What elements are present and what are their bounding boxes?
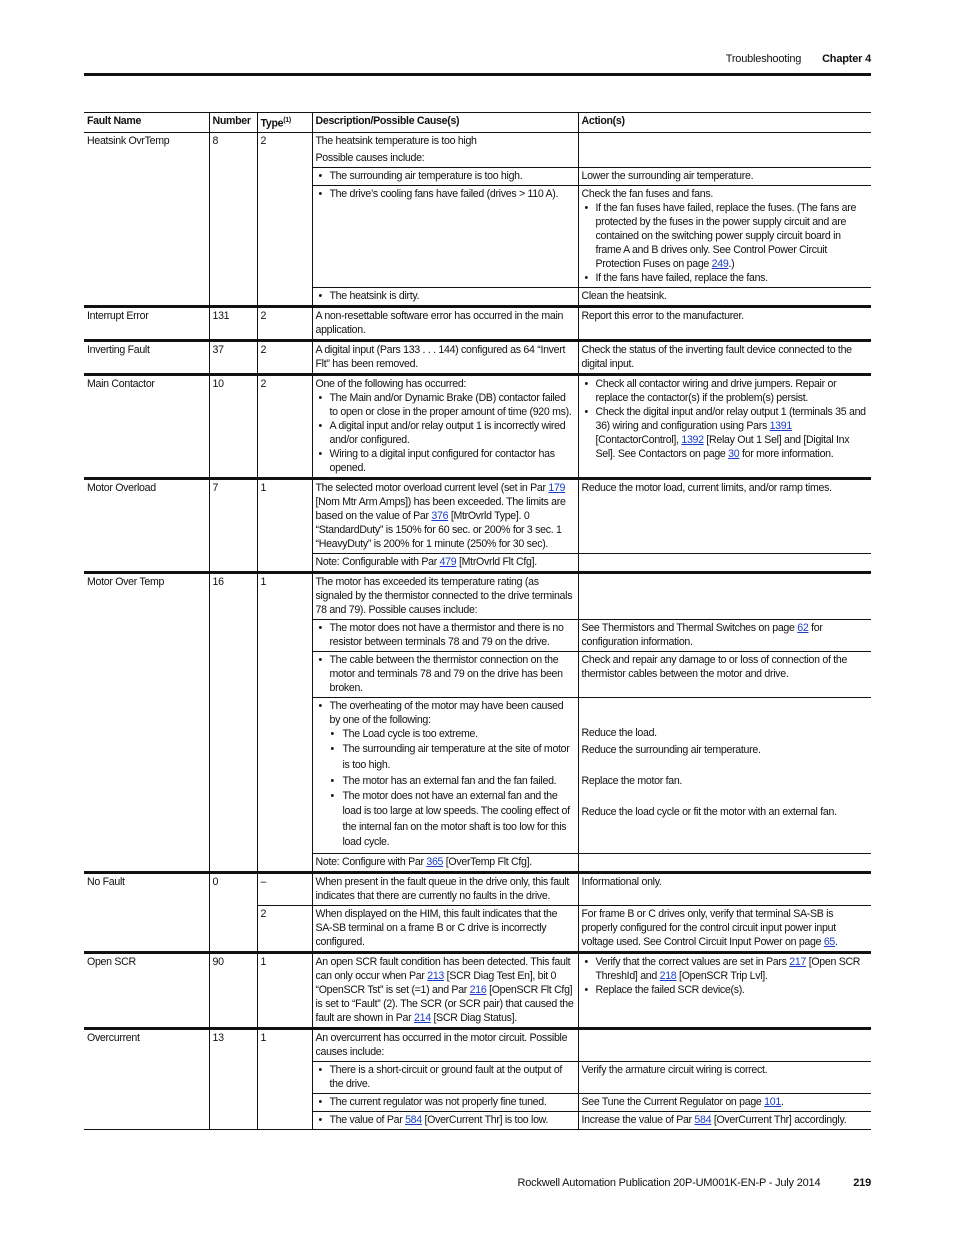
col-fault-name: Fault Name — [84, 113, 209, 133]
param-link[interactable]: 584 — [405, 1113, 422, 1126]
param-link[interactable]: 179 — [548, 481, 566, 494]
fault-number: 7 — [209, 478, 257, 572]
action: For frame B or C drives only, verify that terminal SA-SB is properly configured for the control circuit input power input voltage used. See Control Circuit Input Power on page 65. — [578, 905, 871, 952]
param-link[interactable]: 218 — [659, 969, 677, 982]
param-link[interactable]: 214 — [414, 1011, 431, 1024]
fault-name: Interrupt Error — [84, 306, 209, 340]
cause: • The overheating of the motor may have been caused by one of the following: • The Load cycle is too extreme. • The surrounding air temperature at the site of motor is too high. • The motor has an external fan and the fan failed. • The motor does not have an external fan and the load is too large at low speeds. The cooling effect of the internal fan on the motor shaft is too low for this load cycle. — [312, 697, 578, 853]
action: See Thermistors and Thermal Switches on page 62 for configuration information. — [578, 619, 871, 651]
action: Reduce the motor load, current limits, and/or ramp times. — [578, 478, 871, 553]
table-row — [84, 952, 871, 1028]
action — [578, 1028, 871, 1061]
action: Check and repair any damage to or loss of connection of the thermistor cables between the motor and drive. — [578, 651, 871, 697]
param-link[interactable]: 217 — [789, 955, 807, 968]
action: • Check all contactor wiring and drive jumpers. Repair or replace the contactor(s) if the problem(s) persist. • Check the digital input and/or relay output 1 (terminals 35 and 36) wiring and configuration using Pars 1391 [ContactorControl], 1392 [Relay Out 1 Sel] and [Digital Inx Sel]. See Contactors on page 30 for more information. — [578, 374, 871, 478]
description: An open SCR fault condition has been detected. This fault can only occur when Par 213 [SCR Diag Test En], bit 0 “OpenSCR Tst” is set (=1) and Par 216 [OpenSCR Flt Cfg] is set to “Fault” (2). The SCR (or SCR pair) that caused the fault are shown in Par 214 [SCR Diag Status]. — [312, 952, 578, 1028]
fault-name: Open SCR — [84, 952, 209, 1028]
section-title: Troubleshooting — [725, 53, 802, 65]
fault-type: 1 — [257, 952, 312, 1028]
fault-name: Overcurrent — [84, 1028, 209, 1129]
description: A non-resettable software error has occurred in the main application. — [312, 306, 578, 340]
col-number: Number — [209, 113, 257, 133]
fault-type: 1 — [257, 1028, 312, 1129]
page-number: 219 — [853, 1177, 871, 1189]
description: The selected motor overload current level (set in Par 179 [Nom Mtr Arm Amps]) has been exceeded. The limits are based on the value of Par 376 [MtrOvrld Type]. 0 “StandardDuty” is 150% for 60 sec. or 200% for 3 sec. 1 “HeavyDuty” is 200% for 1 minute (250% for 30 sec). — [312, 478, 578, 553]
fault-type: 2 — [257, 374, 312, 478]
fault-type: 2 — [257, 340, 312, 374]
fault-name: Main Contactor — [84, 374, 209, 478]
cause: • The heatsink is dirty. — [312, 287, 578, 306]
action — [578, 572, 871, 619]
param-link[interactable]: 479 — [439, 555, 457, 568]
fault-name: Motor Overload — [84, 478, 209, 572]
publication-id: Rockwell Automation Publication 20P-UM001K-EN-P - July 2014 — [517, 1177, 821, 1189]
description: An overcurrent has occurred in the motor circuit. Possible causes include: — [312, 1028, 578, 1061]
action: Increase the value of Par 584 [OverCurrent Thr] accordingly. — [578, 1111, 871, 1129]
table-row — [84, 572, 871, 619]
fault-name: Heatsink OvrTemp — [84, 132, 209, 306]
fault-number: 10 — [209, 374, 257, 478]
description: When present in the fault queue in the drive only, this fault indicates that there are currently no faults in the drive. — [312, 872, 578, 905]
fault-table — [84, 112, 871, 1130]
cause: • The drive’s cooling fans have failed (drives > 110 A). — [312, 185, 578, 287]
page-link[interactable]: 62 — [797, 621, 809, 634]
action: Clean the heatsink. — [578, 287, 871, 306]
fault-number: 13 — [209, 1028, 257, 1129]
param-link[interactable]: 1392 — [681, 433, 704, 446]
fault-number: 131 — [209, 306, 257, 340]
fault-number: 8 — [209, 132, 257, 306]
param-link[interactable]: 376 — [431, 509, 449, 522]
fault-number: 37 — [209, 340, 257, 374]
description: When displayed on the HIM, this fault indicates that the SA-SB terminal on a frame B or C drive is incorrectly configured. — [312, 905, 578, 952]
note: Note: Configure with Par 365 [OverTemp Flt Cfg]. — [312, 853, 578, 872]
description: The heatsink temperature is too high Possible causes include: — [312, 132, 578, 167]
table-row — [84, 872, 871, 905]
param-link[interactable]: 584 — [694, 1113, 712, 1126]
param-link[interactable]: 1391 — [769, 419, 792, 432]
table-row — [84, 374, 871, 478]
fault-number: 0 — [209, 872, 257, 952]
note: Note: Configurable with Par 479 [MtrOvrld Flt Cfg]. — [312, 553, 578, 572]
action: Report this error to the manufacturer. — [578, 306, 871, 340]
action — [578, 853, 871, 872]
action: Informational only. — [578, 872, 871, 905]
cause: • The motor does not have a thermistor and there is no resistor between terminals 78 and 79 on the drive. — [312, 619, 578, 651]
action: • Verify that the correct values are set in Pars 217 [Open SCR ThreshId] and 218 [OpenSCR Trip Lvl]. • Replace the failed SCR device(s). — [578, 952, 871, 1028]
table-row — [84, 1028, 871, 1061]
description: A digital input (Pars 133 . . . 144) configured as 64 “Invert Flt” has been removed. — [312, 340, 578, 374]
description: The motor has exceeded its temperature rating (as signaled by the thermistor connected to the drive terminals 78 and 79). Possible causes include: — [312, 572, 578, 619]
action — [578, 132, 871, 167]
page-link[interactable]: 30 — [728, 447, 740, 460]
header-rule — [84, 73, 871, 76]
page-link[interactable]: 101 — [764, 1095, 781, 1108]
action: Verify the armature circuit wiring is correct. — [578, 1061, 871, 1093]
running-header — [726, 53, 871, 65]
action: Lower the surrounding air temperature. — [578, 167, 871, 185]
page-link[interactable]: 249 — [711, 257, 729, 270]
param-link[interactable]: 216 — [469, 983, 487, 996]
fault-name: Motor Over Temp — [84, 572, 209, 872]
fault-type: 2 — [257, 905, 312, 952]
cause: • The surrounding air temperature is too high. — [312, 167, 578, 185]
fault-type: 2 — [257, 306, 312, 340]
fault-name: Inverting Fault — [84, 340, 209, 374]
fault-type: – — [257, 872, 312, 905]
action: Check the fan fuses and fans. • If the fan fuses have failed, replace the fuses. (The fans are protected by the fuses in the power supply circuit and are contained on the switching power supply circuit board in frame A and B drives only. See Control Power Circuit Protection Fuses on page 249.) • If the fans have failed, replace the fans. — [578, 185, 871, 287]
fault-type: 1 — [257, 478, 312, 572]
fault-number: 16 — [209, 572, 257, 872]
page-footer — [518, 1177, 872, 1189]
fault-name: No Fault — [84, 872, 209, 952]
cause: • The current regulator was not properly fine tuned. — [312, 1093, 578, 1111]
description: One of the following has occurred: • The Main and/or Dynamic Brake (DB) contactor failed to open or close in the proper amount of time (920 ms). • A digital input and/or relay output 1 is incorrectly wired and/or configured. • Wiring to a digital input configured for contactor has opened. — [312, 374, 578, 478]
table-header-row — [84, 113, 871, 133]
action: Check the status of the inverting fault device connected to the digital input. — [578, 340, 871, 374]
table-row — [84, 306, 871, 340]
param-link[interactable]: 213 — [427, 969, 445, 982]
col-description: Description/Possible Cause(s) — [312, 113, 578, 133]
action: Reduce the load. Reduce the surrounding air temperature. Replace the motor fan. Reduce the load cycle or fit the motor with an external fan. — [578, 697, 871, 853]
chapter-label: Chapter 4 — [822, 53, 871, 65]
fault-type: 1 — [257, 572, 312, 872]
table-row — [84, 478, 871, 553]
cause: • The value of Par 584 [OverCurrent Thr] is too low. — [312, 1111, 578, 1129]
fault-number: 90 — [209, 952, 257, 1028]
col-type: Type$^{(1)}$ — [257, 113, 312, 133]
page-link[interactable]: 65 — [823, 935, 836, 948]
fault-type: 2 — [257, 132, 312, 306]
param-link[interactable]: 365 — [426, 855, 444, 868]
table-row — [84, 132, 871, 167]
col-actions: Action(s) — [578, 113, 871, 133]
cause: • There is a short-circuit or ground fault at the output of the drive. — [312, 1061, 578, 1093]
action: See Tune the Current Regulator on page 101. — [578, 1093, 871, 1111]
action — [578, 553, 871, 572]
table-row — [84, 340, 871, 374]
cause: • The cable between the thermistor connection on the motor and terminals 78 and 79 on the drive has been broken. — [312, 651, 578, 697]
